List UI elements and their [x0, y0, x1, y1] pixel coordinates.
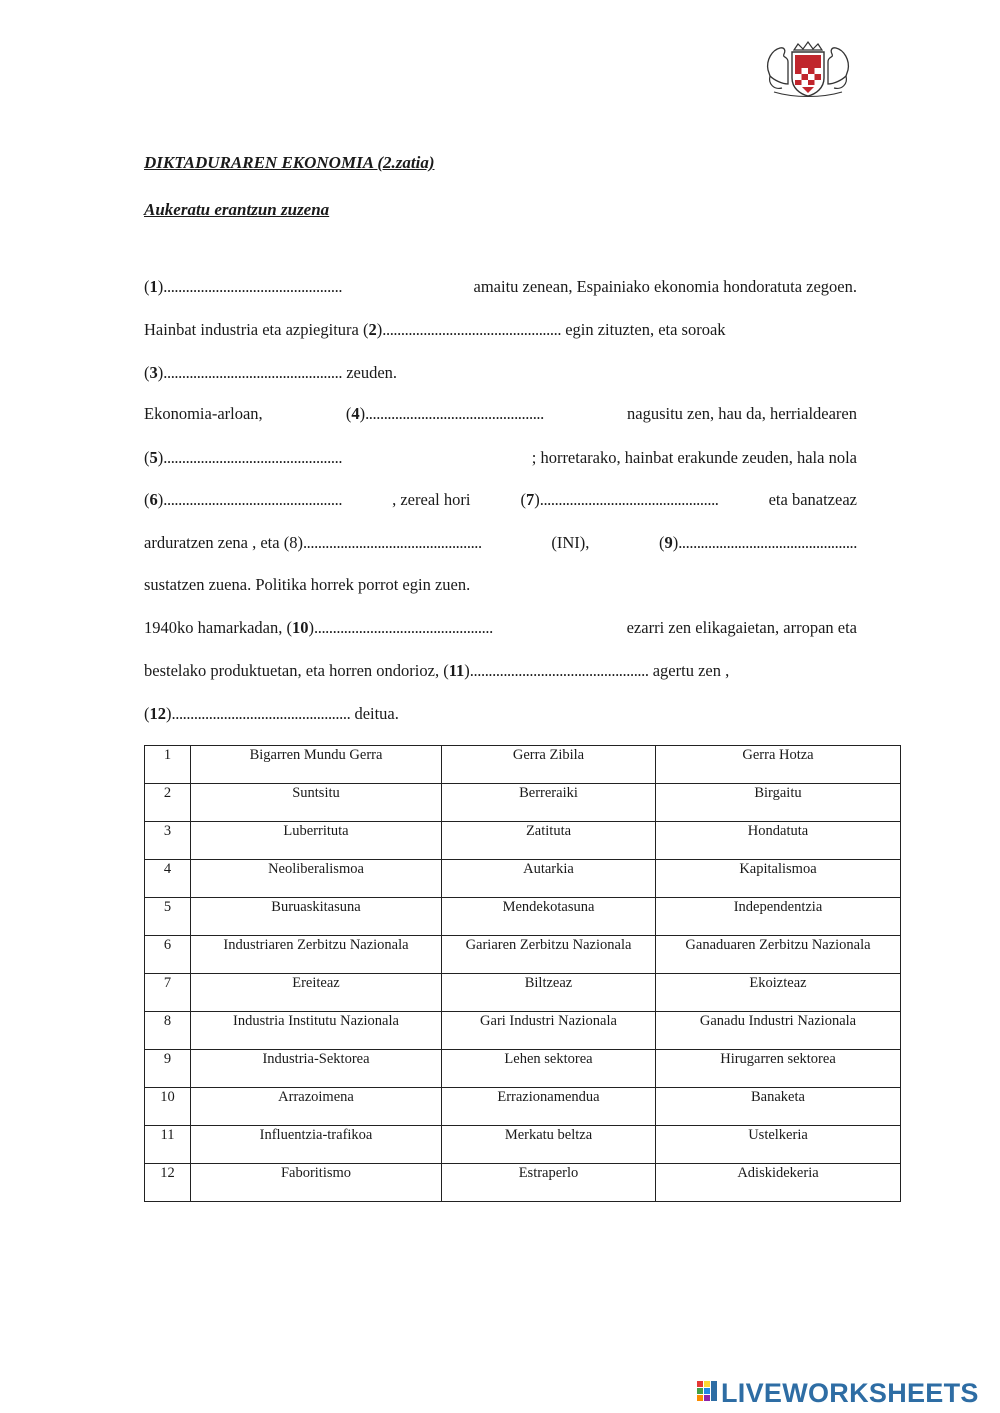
option-a[interactable]: Suntsitu	[191, 784, 442, 822]
text-line-3: (3)................................................ zeuden.	[144, 363, 398, 382]
option-a[interactable]: Luberrituta	[191, 822, 442, 860]
option-number: 3	[145, 822, 191, 860]
blank-7[interactable]: ................................................	[539, 490, 719, 509]
blank-11[interactable]: ................................................	[469, 661, 649, 680]
option-row-3	[145, 822, 901, 860]
option-row-5	[145, 898, 901, 936]
brand-name: LIVEWORKSHEETS	[721, 1377, 979, 1408]
option-a[interactable]: Neoliberalismoa	[191, 860, 442, 898]
blank-9[interactable]: ................................................	[678, 533, 857, 552]
option-row-11	[145, 1126, 901, 1164]
option-number: 11	[145, 1126, 191, 1164]
text-line-10: bestelako produktuetan, eta horren ondorioz, (11)................................................ agertu zen ,	[144, 661, 730, 680]
option-number: 4	[145, 860, 191, 898]
option-number: 10	[145, 1088, 191, 1126]
blank-1[interactable]: ................................................	[163, 277, 343, 296]
text-line-7: arduratzen zena , eta (8)................................................ (INI), (9)................................................	[144, 533, 857, 552]
liveworksheets-icon	[697, 1379, 719, 1407]
option-a[interactable]: Buruaskitasuna	[191, 898, 442, 936]
text-line-1: (1)................................................ amaitu zenean, Espainiako ekonomia hondoratuta zegoen.	[144, 277, 857, 296]
option-b[interactable]: Errazionamendua	[442, 1088, 656, 1126]
option-number: 6	[145, 936, 191, 974]
option-c[interactable]: Ganadu Industri Nazionala	[656, 1012, 901, 1050]
option-b[interactable]: Zatituta	[442, 822, 656, 860]
option-number: 7	[145, 974, 191, 1012]
text-line-9: 1940ko hamarkadan, (10)................................................ ezarri zen elikagaietan, arropan eta	[144, 618, 857, 637]
text-line-5: (5)................................................ ; horretarako, hainbat erakunde zeuden, hala nola	[144, 448, 857, 467]
option-row-7	[145, 974, 901, 1012]
blank-6[interactable]: ................................................	[163, 490, 343, 509]
option-a[interactable]: Arrazoimena	[191, 1088, 442, 1126]
text-line-8: sustatzen zuena. Politika horrek porrot egin zuen.	[144, 575, 471, 594]
option-a[interactable]: Bigarren Mundu Gerra	[191, 746, 442, 784]
option-number: 2	[145, 784, 191, 822]
option-row-8	[145, 1012, 901, 1050]
option-b[interactable]: Gariaren Zerbitzu Nazionala	[442, 936, 656, 974]
option-b[interactable]: Estraperlo	[442, 1164, 656, 1202]
worksheet-instruction: Aukeratu erantzun zuzena	[144, 200, 330, 219]
option-row-6	[145, 936, 901, 974]
option-b[interactable]: Gari Industri Nazionala	[442, 1012, 656, 1050]
worksheet-title: DIKTADURAREN EKONOMIA (2.zatia)	[144, 153, 435, 172]
blank-10[interactable]: ................................................	[314, 618, 493, 637]
blank-5[interactable]: ................................................	[163, 448, 343, 467]
option-b[interactable]: Merkatu beltza	[442, 1126, 656, 1164]
option-c[interactable]: Birgaitu	[656, 784, 901, 822]
option-number: 12	[145, 1164, 191, 1202]
option-c[interactable]: Adiskidekeria	[656, 1164, 901, 1202]
option-row-12	[145, 1164, 901, 1202]
option-a[interactable]: Ereiteaz	[191, 974, 442, 1012]
option-a[interactable]: Industriaren Zerbitzu Nazionala	[191, 936, 442, 974]
option-row-9	[145, 1050, 901, 1088]
blank-8[interactable]: ................................................	[302, 533, 482, 552]
crest-logo	[764, 40, 852, 98]
option-number: 8	[145, 1012, 191, 1050]
option-row-1	[145, 746, 901, 784]
option-number: 1	[145, 746, 191, 784]
option-c[interactable]: Independentzia	[656, 898, 901, 936]
option-c[interactable]: Gerra Hotza	[656, 746, 901, 784]
option-a[interactable]: Influentzia-trafikoa	[191, 1126, 442, 1164]
option-row-4	[145, 860, 901, 898]
text-line-6: (6)................................................ , zereal hori (7)................................................ eta banatzeaz	[144, 490, 857, 509]
text-line-11: (12)................................................ deitua.	[144, 704, 399, 723]
text-line-2: Hainbat industria eta azpiegitura (2)................................................ egin zituzten, eta soroak	[144, 320, 726, 339]
option-number: 5	[145, 898, 191, 936]
option-row-2	[145, 784, 901, 822]
option-c[interactable]: Ustelkeria	[656, 1126, 901, 1164]
blank-4[interactable]: ................................................	[365, 404, 544, 423]
option-c[interactable]: Kapitalismoa	[656, 860, 901, 898]
option-a[interactable]: Faboritismo	[191, 1164, 442, 1202]
option-c[interactable]: Ganaduaren Zerbitzu Nazionala	[656, 936, 901, 974]
option-c[interactable]: Hirugarren sektorea	[656, 1050, 901, 1088]
option-row-10	[145, 1088, 901, 1126]
option-b[interactable]: Berreraiki	[442, 784, 656, 822]
option-b[interactable]: Gerra Zibila	[442, 746, 656, 784]
option-b[interactable]: Biltzeaz	[442, 974, 656, 1012]
option-a[interactable]: Industria Institutu Nazionala	[191, 1012, 442, 1050]
option-c[interactable]: Hondatuta	[656, 822, 901, 860]
blank-2[interactable]: ................................................	[382, 320, 562, 339]
option-b[interactable]: Lehen sektorea	[442, 1050, 656, 1088]
answer-options-table	[144, 745, 901, 1202]
option-c[interactable]: Ekoizteaz	[656, 974, 901, 1012]
option-b[interactable]: Autarkia	[442, 860, 656, 898]
blank-3[interactable]: ................................................	[163, 363, 343, 382]
liveworksheets-logo	[697, 1376, 979, 1410]
blank-12[interactable]: ................................................	[171, 704, 351, 723]
option-number: 9	[145, 1050, 191, 1088]
option-a[interactable]: Industria-Sektorea	[191, 1050, 442, 1088]
option-b[interactable]: Mendekotasuna	[442, 898, 656, 936]
text-line-4: Ekonomia-arloan, (4)................................................ nagusitu zen, hau da, herrialdearen	[144, 404, 857, 423]
option-c[interactable]: Banaketa	[656, 1088, 901, 1126]
